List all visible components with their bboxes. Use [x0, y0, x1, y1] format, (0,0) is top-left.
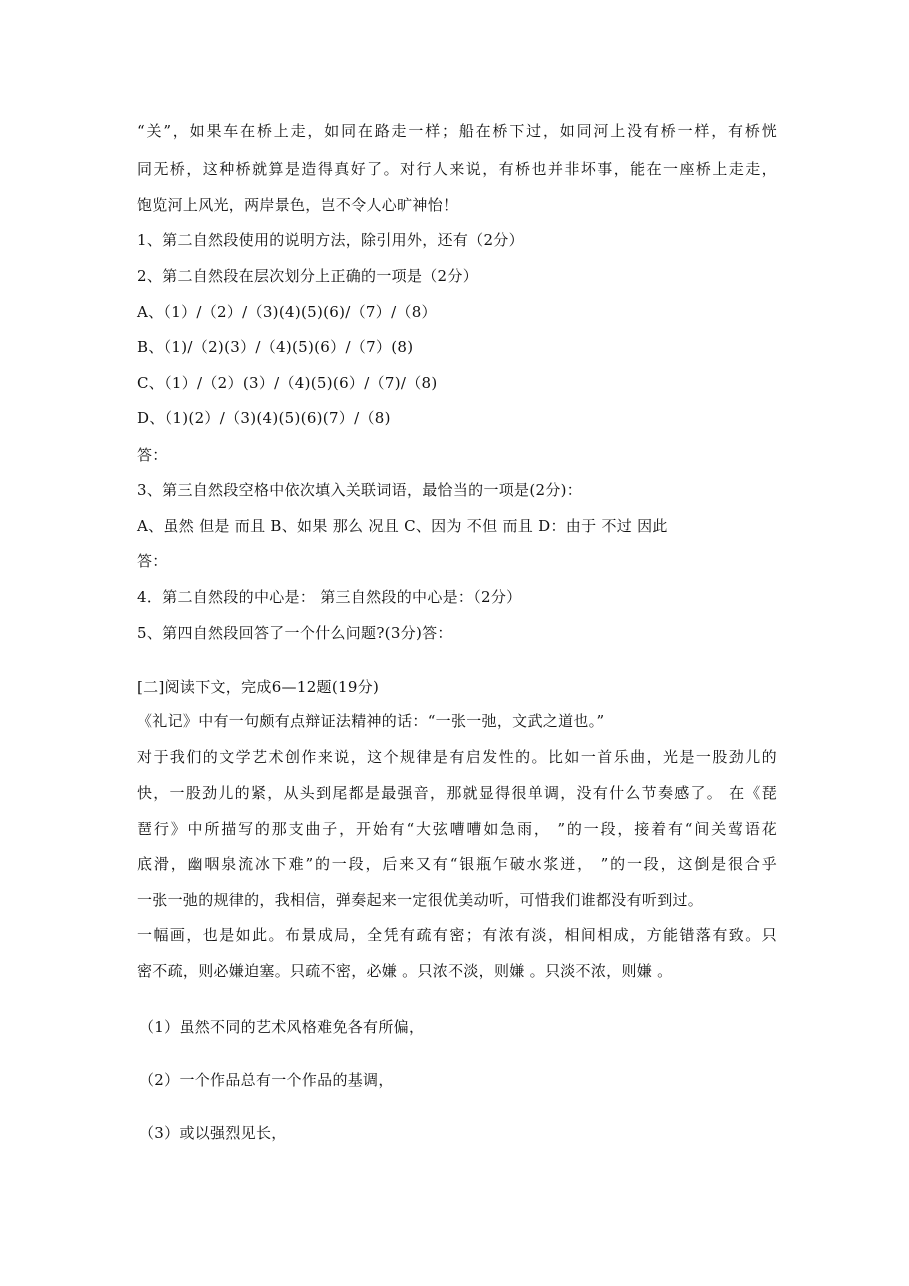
section-two-line: 对于我们的文学艺术创作来说，这个规律是有启发性的。比如一首乐曲，光是一股劲儿的 [137, 748, 777, 766]
question-3: 3、第三自然段空格中依次填入关联词语，最恰当的一项是(2分)： [137, 481, 583, 499]
section-two-heading: [二]阅读下文，完成6—12题(19分) [137, 678, 380, 696]
option-b: B、（1)/（2)(3）/（4)(5)(6）/（7）(8) [137, 338, 414, 356]
section-two-line: 琶行》中所描写的那支曲子，开始有“大弦嘈嘈如急雨， ”的一段，接着有“间关莺语花 [137, 820, 777, 838]
section-two-line: 底滑，幽咽泉流冰下难”的一段，后来又有“银瓶乍破水浆迸， ”的一段，这倒是很合乎 [137, 855, 777, 873]
sentence-2: （2）一个作品总有一个作品的基调， [139, 1071, 394, 1089]
question-2: 2、第二自然段在层次划分上正确的一项是（2分） [137, 267, 478, 285]
section-two-line: 一张一弛的规律的，我相信，弹奏起来一定很优美动听，可惜我们谁都没有听到过。 [137, 891, 704, 909]
question-1: 1、第二自然段使用的说明方法，除引用外，还有（2分） [137, 231, 524, 249]
question-5: 5、第四自然段回答了一个什么问题?(3分)答： [137, 624, 453, 642]
question-4: 4．第二自然段的中心是： 第三自然段的中心是：（2分） [137, 588, 522, 606]
passage-line: “关”，如果车在桥上走，如同在路走一样；船在桥下过，如同河上没有桥一样，有桥恍 [137, 122, 777, 140]
section-two-line: 一幅画，也是如此。布景成局，全凭有疏有密；有浓有淡，相间相成，方能错落有致。只 [137, 926, 777, 944]
section-two-line: 密不疏，则必嫌迫塞。只疏不密，必嫌 。只浓不淡，则嫌 。只淡不浓，则嫌 。 [137, 962, 673, 980]
option-c: C、（1）/（2）(3）/（4)(5)(6）/（7)/（8) [137, 374, 438, 392]
answer-label: 答： [137, 446, 168, 464]
sentence-3: （3）或以强烈见长， [139, 1124, 287, 1142]
option-a: A、（1）/（2）/（3)(4)(5)(6)/（7）/（8） [137, 303, 437, 321]
passage-line: 饱览河上风光，两岸景色，岂不令人心旷神怡！ [137, 196, 459, 214]
question-3-options: A、虽然 但是 而且 B、如果 那么 况且 C、因为 不但 而且 D：由于 不过 因此 [137, 517, 668, 535]
sentence-1: （1）虽然不同的艺术风格难免各有所偏， [139, 1018, 425, 1036]
answer-label: 答： [137, 552, 168, 570]
section-two-line: 《礼记》中有一句颇有点辩证法精神的话：“一张一弛，文武之道也。” [137, 712, 605, 730]
passage-line: 同无桥，这种桥就算是造得真好了。对行人来说，有桥也并非坏事，能在一座桥上走走， [137, 160, 777, 178]
section-two-line: 快，一股劲儿的紧，从头到尾都是最强音，那就显得很单调，没有什么节奏感了。 在《琵 [137, 784, 777, 802]
option-d: D、（1)(2）/（3)(4)(5)(6)(7）/（8) [137, 409, 391, 427]
